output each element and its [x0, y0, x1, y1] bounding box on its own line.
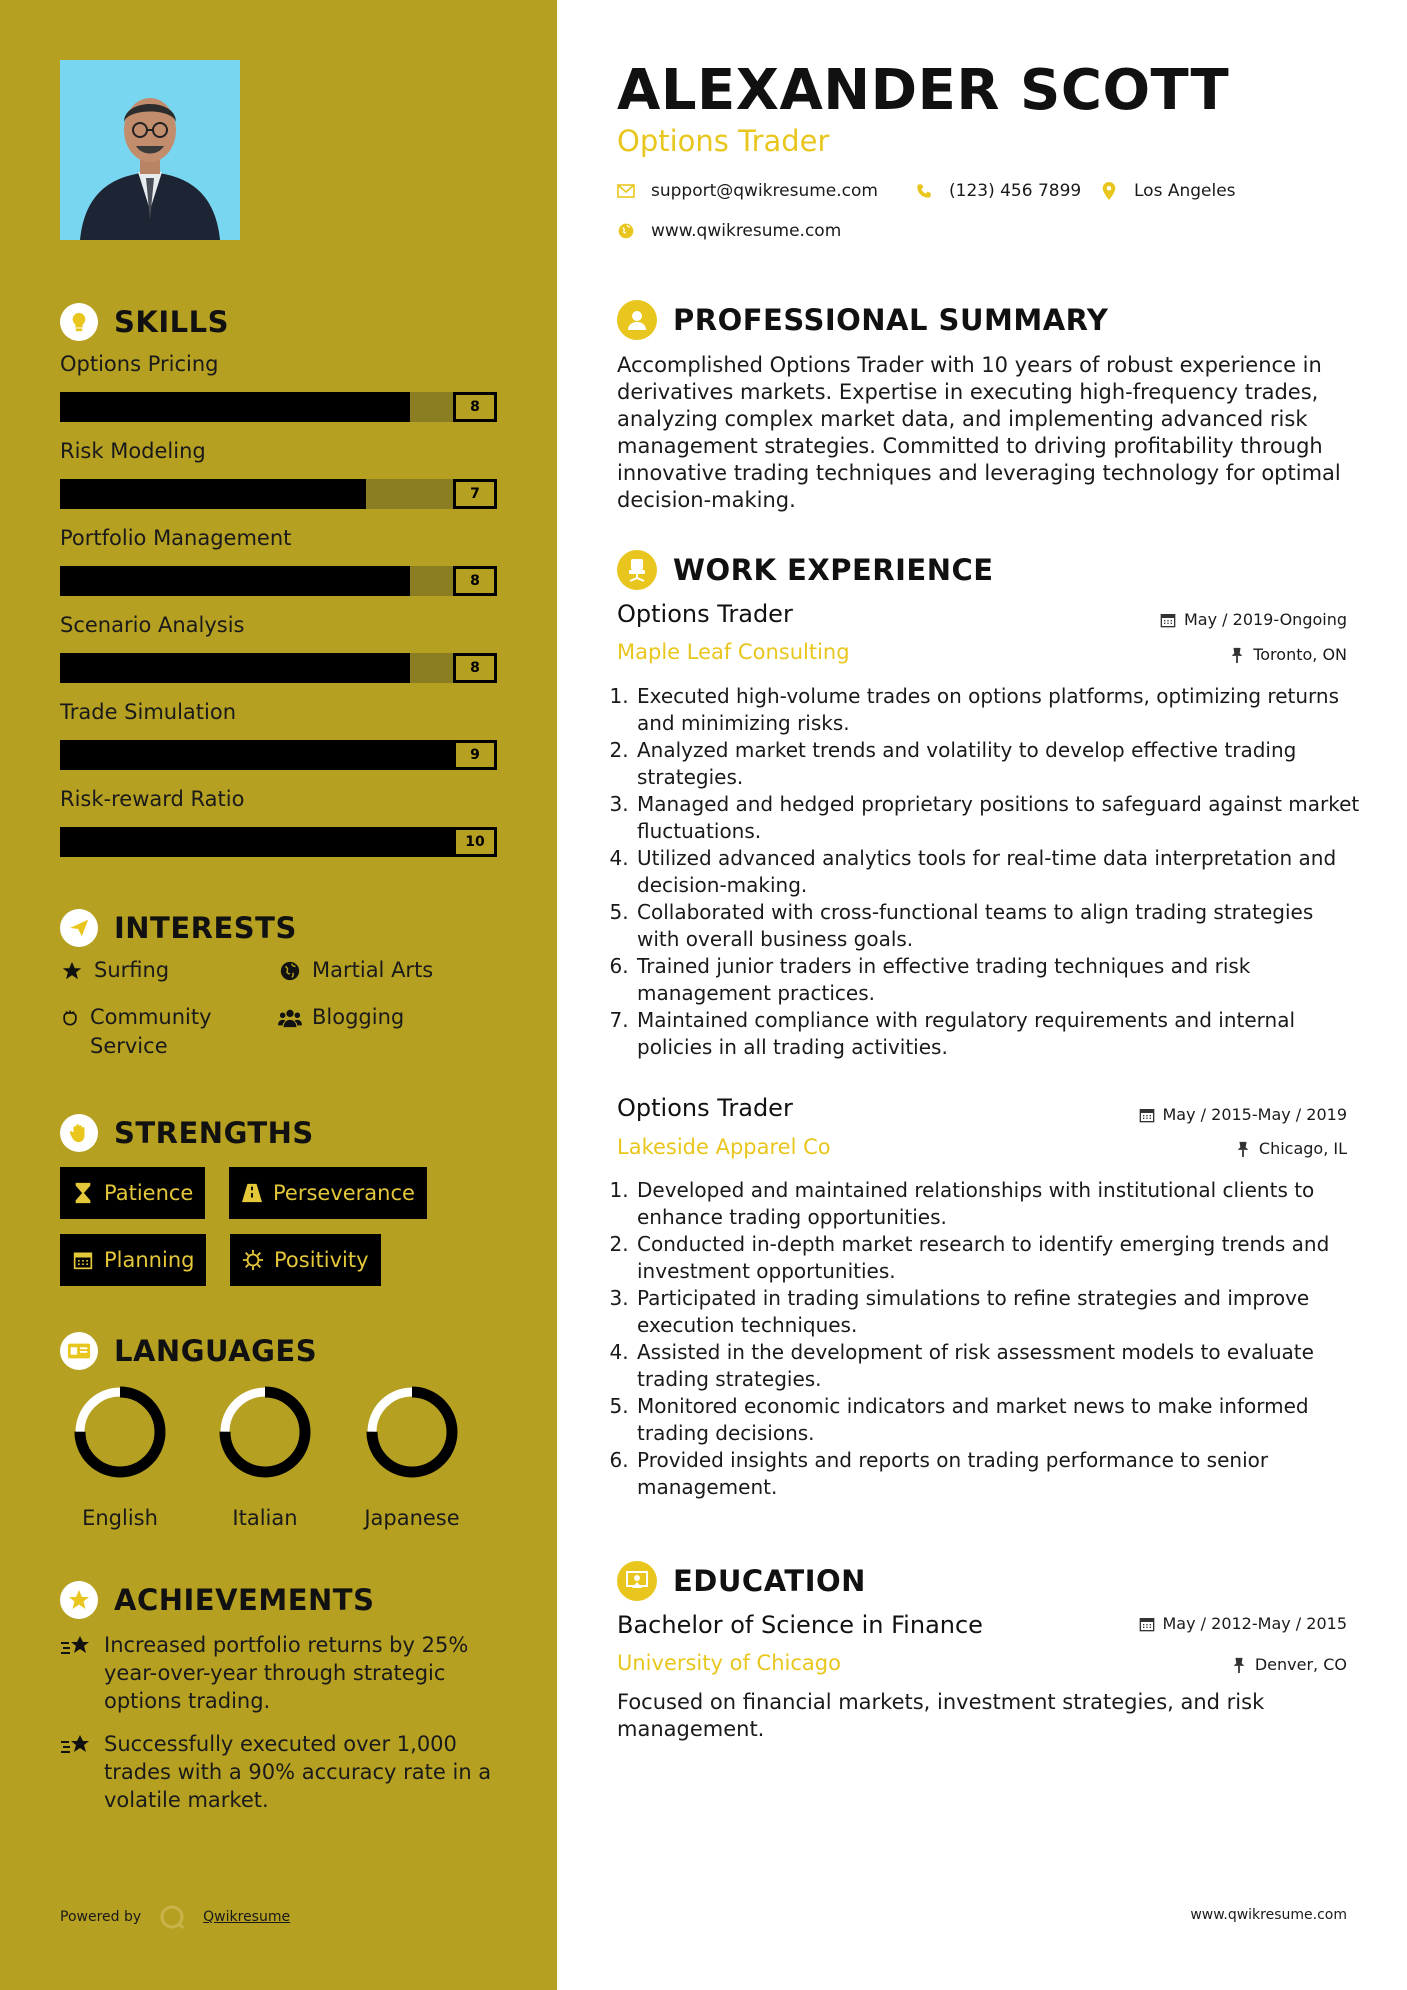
skill-label: Trade Simulation — [60, 700, 237, 724]
responsibility-item: 3. Managed and hedged proprietary positions to safeguard against market fluctuations. — [635, 791, 1362, 845]
job-company: Maple Leaf Consulting — [617, 640, 850, 664]
responsibility-item: 7. Maintained compliance with regulatory requirements and internal policies in all trading activities. — [635, 1007, 1362, 1061]
language-item — [342, 1386, 482, 1530]
job-title: Options Trader — [617, 600, 793, 628]
interest-label: Martial Arts — [312, 958, 434, 982]
interests-heading — [60, 909, 297, 947]
powered-by-label: Powered by — [60, 1909, 142, 1925]
strength-label: Planning — [104, 1248, 195, 1272]
achievement-text: Successfully executed over 1,000 trades with a 90% accuracy rate in a volatile market. — [104, 1732, 492, 1812]
id-card-icon — [60, 1332, 98, 1370]
location-text: Los Angeles — [1134, 181, 1236, 201]
shooting-star-icon — [60, 1732, 92, 1762]
skill-label: Risk-reward Ratio — [60, 787, 245, 811]
job-dates — [1160, 610, 1347, 629]
strengths-heading — [60, 1114, 314, 1152]
responsibility-item: 3. Participated in trading simulations to refine strategies and improve execution techniques. — [635, 1285, 1362, 1339]
website-text: www.qwikresume.com — [651, 221, 842, 241]
phone-icon — [915, 182, 933, 200]
sun-icon — [242, 1249, 264, 1271]
star-icon — [60, 956, 84, 985]
calendar-icon — [1160, 612, 1176, 628]
job-responsibilities — [617, 1177, 1362, 1501]
qwikresume-logo-icon — [159, 1904, 185, 1930]
footer-website[interactable]: www.qwikresume.com — [1190, 1907, 1347, 1923]
hand-raised-icon — [60, 1114, 98, 1152]
responsibility-item: 1. Developed and maintained relationships with institutional clients to enhance trading opportunities. — [635, 1177, 1362, 1231]
experience-title: WORK EXPERIENCE — [673, 553, 994, 587]
skill-level-badge: 8 — [453, 653, 497, 683]
job-location-text: Chicago, IL — [1258, 1139, 1347, 1158]
skill-level-badge: 7 — [453, 479, 497, 509]
candidate-name: ALEXANDER SCOTT — [617, 58, 1230, 123]
skill-bar — [60, 479, 497, 509]
education-heading — [617, 1561, 866, 1601]
globe-icon — [278, 956, 302, 985]
responsibility-item: 6. Trained junior traders in effective trading techniques and risk management practices. — [635, 953, 1362, 1007]
person-photo-icon — [60, 60, 240, 240]
skill-bar — [60, 653, 497, 683]
responsibility-item: 2. Analyzed market trends and volatility to develop effective trading strategies. — [635, 737, 1362, 791]
interest-item — [60, 956, 169, 985]
qwikresume-link[interactable]: Qwikresume — [203, 1909, 291, 1925]
users-icon — [278, 1003, 302, 1032]
hourglass-icon — [72, 1182, 94, 1204]
strength-label: Patience — [104, 1181, 194, 1205]
strength-badge — [229, 1167, 427, 1219]
job-dates-text: May / 2015-May / 2019 — [1162, 1105, 1347, 1124]
skill-bar — [60, 740, 497, 770]
skills-title: SKILLS — [114, 305, 229, 339]
responsibility-item: 2. Conducted in-depth market research to identify emerging trends and investment opportunities. — [635, 1231, 1362, 1285]
interest-item — [278, 1003, 404, 1032]
interest-item — [278, 956, 433, 985]
responsibility-item: 4. Assisted in the development of risk assessment models to evaluate trading strategies. — [635, 1339, 1362, 1393]
language-label: Italian — [232, 1506, 298, 1530]
skill-bar — [60, 566, 497, 596]
summary-title: PROFESSIONAL SUMMARY — [673, 303, 1109, 337]
phone-text: (123) 456 7899 — [949, 181, 1082, 201]
candidate-role: Options Trader — [617, 124, 830, 158]
graduation-icon — [617, 1561, 657, 1601]
map-pin-icon — [1100, 182, 1118, 200]
profile-photo — [60, 60, 240, 240]
education-location-text: Denver, CO — [1254, 1655, 1347, 1674]
road-icon — [241, 1183, 263, 1203]
interests-title: INTERESTS — [114, 911, 297, 945]
strength-label: Positivity — [274, 1248, 369, 1272]
skill-level-badge: 9 — [453, 740, 497, 770]
responsibility-item: 5. Collaborated with cross-functional teams to align trading strategies with overall business goals. — [635, 899, 1362, 953]
skill-bar-fill — [60, 566, 410, 596]
languages-heading — [60, 1332, 317, 1370]
education-location — [1231, 1655, 1347, 1674]
calendar-icon — [72, 1250, 94, 1270]
star-badge-icon — [60, 1581, 98, 1619]
job-location-text: Toronto, ON — [1253, 645, 1347, 664]
language-level-ring — [74, 1386, 166, 1478]
interest-label: Surfing — [94, 958, 170, 982]
user-icon — [617, 300, 657, 340]
skill-level-badge: 8 — [453, 392, 497, 422]
education-dates — [1139, 1614, 1348, 1633]
education-description: Focused on financial markets, investment strategies, and risk management. — [617, 1690, 1265, 1741]
language-label: Japanese — [364, 1506, 460, 1530]
job-company: Lakeside Apparel Co — [617, 1135, 831, 1159]
paper-plane-icon — [60, 909, 98, 947]
pushpin-icon — [1231, 1657, 1247, 1673]
hand-icon — [60, 1003, 80, 1032]
strength-label: Perseverance — [273, 1181, 415, 1205]
language-level-ring — [219, 1386, 311, 1478]
skill-level-badge: 10 — [453, 827, 497, 857]
language-label: English — [82, 1506, 158, 1530]
contact-website[interactable] — [617, 221, 841, 241]
skill-bar-fill — [60, 653, 410, 683]
education-title: EDUCATION — [673, 1564, 866, 1598]
calendar-icon — [1139, 1616, 1155, 1632]
main-content — [557, 0, 1407, 1990]
summary-text: Accomplished Options Trader with 10 years of robust experience in derivatives markets. Expertise in executing high-frequency trades, analyzing complex market data, and implementing advanced risk management strategies. Committed to driving profitability through innovative trading techniques and leveraging technology for optimal decision-making. — [617, 353, 1341, 512]
job-responsibilities — [617, 683, 1362, 1061]
job-location — [1235, 1139, 1347, 1158]
skill-bar-fill — [60, 740, 453, 770]
skill-label: Portfolio Management — [60, 526, 292, 550]
achievements-heading — [60, 1581, 374, 1619]
job-dates-text: May / 2019-Ongoing — [1184, 610, 1347, 629]
skill-label: Scenario Analysis — [60, 613, 245, 637]
language-item — [195, 1386, 335, 1530]
lightbulb-icon — [60, 303, 98, 341]
achievement-text: Increased portfolio returns by 25% year-over-year through strategic options trading. — [104, 1633, 469, 1713]
contact-phone[interactable] — [915, 181, 1081, 201]
responsibility-item: 6. Provided insights and reports on trading performance to senior management. — [635, 1447, 1362, 1501]
responsibility-item: 5. Monitored economic indicators and market news to make informed trading decisions. — [635, 1393, 1362, 1447]
education-dates-text: May / 2012-May / 2015 — [1162, 1614, 1347, 1633]
experience-heading — [617, 550, 994, 590]
contact-location — [1100, 181, 1236, 201]
strength-badge — [230, 1234, 381, 1286]
achievement-item — [60, 1730, 510, 1814]
education-degree: Bachelor of Science in Finance — [617, 1611, 983, 1639]
pushpin-icon — [1229, 647, 1245, 663]
email-text: support@qwikresume.com — [651, 181, 878, 201]
language-item — [50, 1386, 190, 1530]
skill-bar-fill — [60, 392, 410, 422]
sidebar — [0, 0, 557, 1990]
envelope-icon — [617, 182, 635, 200]
achievement-item — [60, 1631, 510, 1715]
strength-badge — [60, 1167, 205, 1219]
interest-item — [60, 1003, 260, 1061]
skill-bar — [60, 827, 497, 857]
job-location — [1229, 645, 1347, 664]
achievements-title: ACHIEVEMENTS — [114, 1583, 375, 1617]
job-title: Options Trader — [617, 1094, 793, 1122]
skill-bar-fill — [60, 827, 497, 857]
pushpin-icon — [1235, 1141, 1251, 1157]
responsibility-item: 4. Utilized advanced analytics tools for real-time data interpretation and decision-making. — [635, 845, 1362, 899]
powered-by — [60, 1904, 290, 1930]
interest-label: Blogging — [312, 1005, 405, 1029]
office-chair-icon — [617, 550, 657, 590]
skill-level-badge: 8 — [453, 566, 497, 596]
strength-badge — [60, 1234, 206, 1286]
skills-heading — [60, 303, 229, 341]
interest-label: Community Service — [90, 1005, 212, 1058]
strengths-title: STRENGTHS — [114, 1116, 314, 1150]
skill-label: Risk Modeling — [60, 439, 206, 463]
skill-bar — [60, 392, 497, 422]
contact-email[interactable] — [617, 181, 878, 201]
responsibility-item: 1. Executed high-volume trades on options platforms, optimizing returns and minimizing risks. — [635, 683, 1362, 737]
education-school: University of Chicago — [617, 1651, 841, 1675]
shooting-star-icon — [60, 1633, 92, 1663]
calendar-icon — [1139, 1107, 1155, 1123]
summary-heading — [617, 300, 1108, 340]
globe-icon — [617, 222, 635, 240]
language-level-ring — [366, 1386, 458, 1478]
skill-bar-fill — [60, 479, 366, 509]
languages-title: LANGUAGES — [114, 1334, 318, 1368]
job-dates — [1139, 1105, 1348, 1124]
skill-label: Options Pricing — [60, 352, 219, 376]
